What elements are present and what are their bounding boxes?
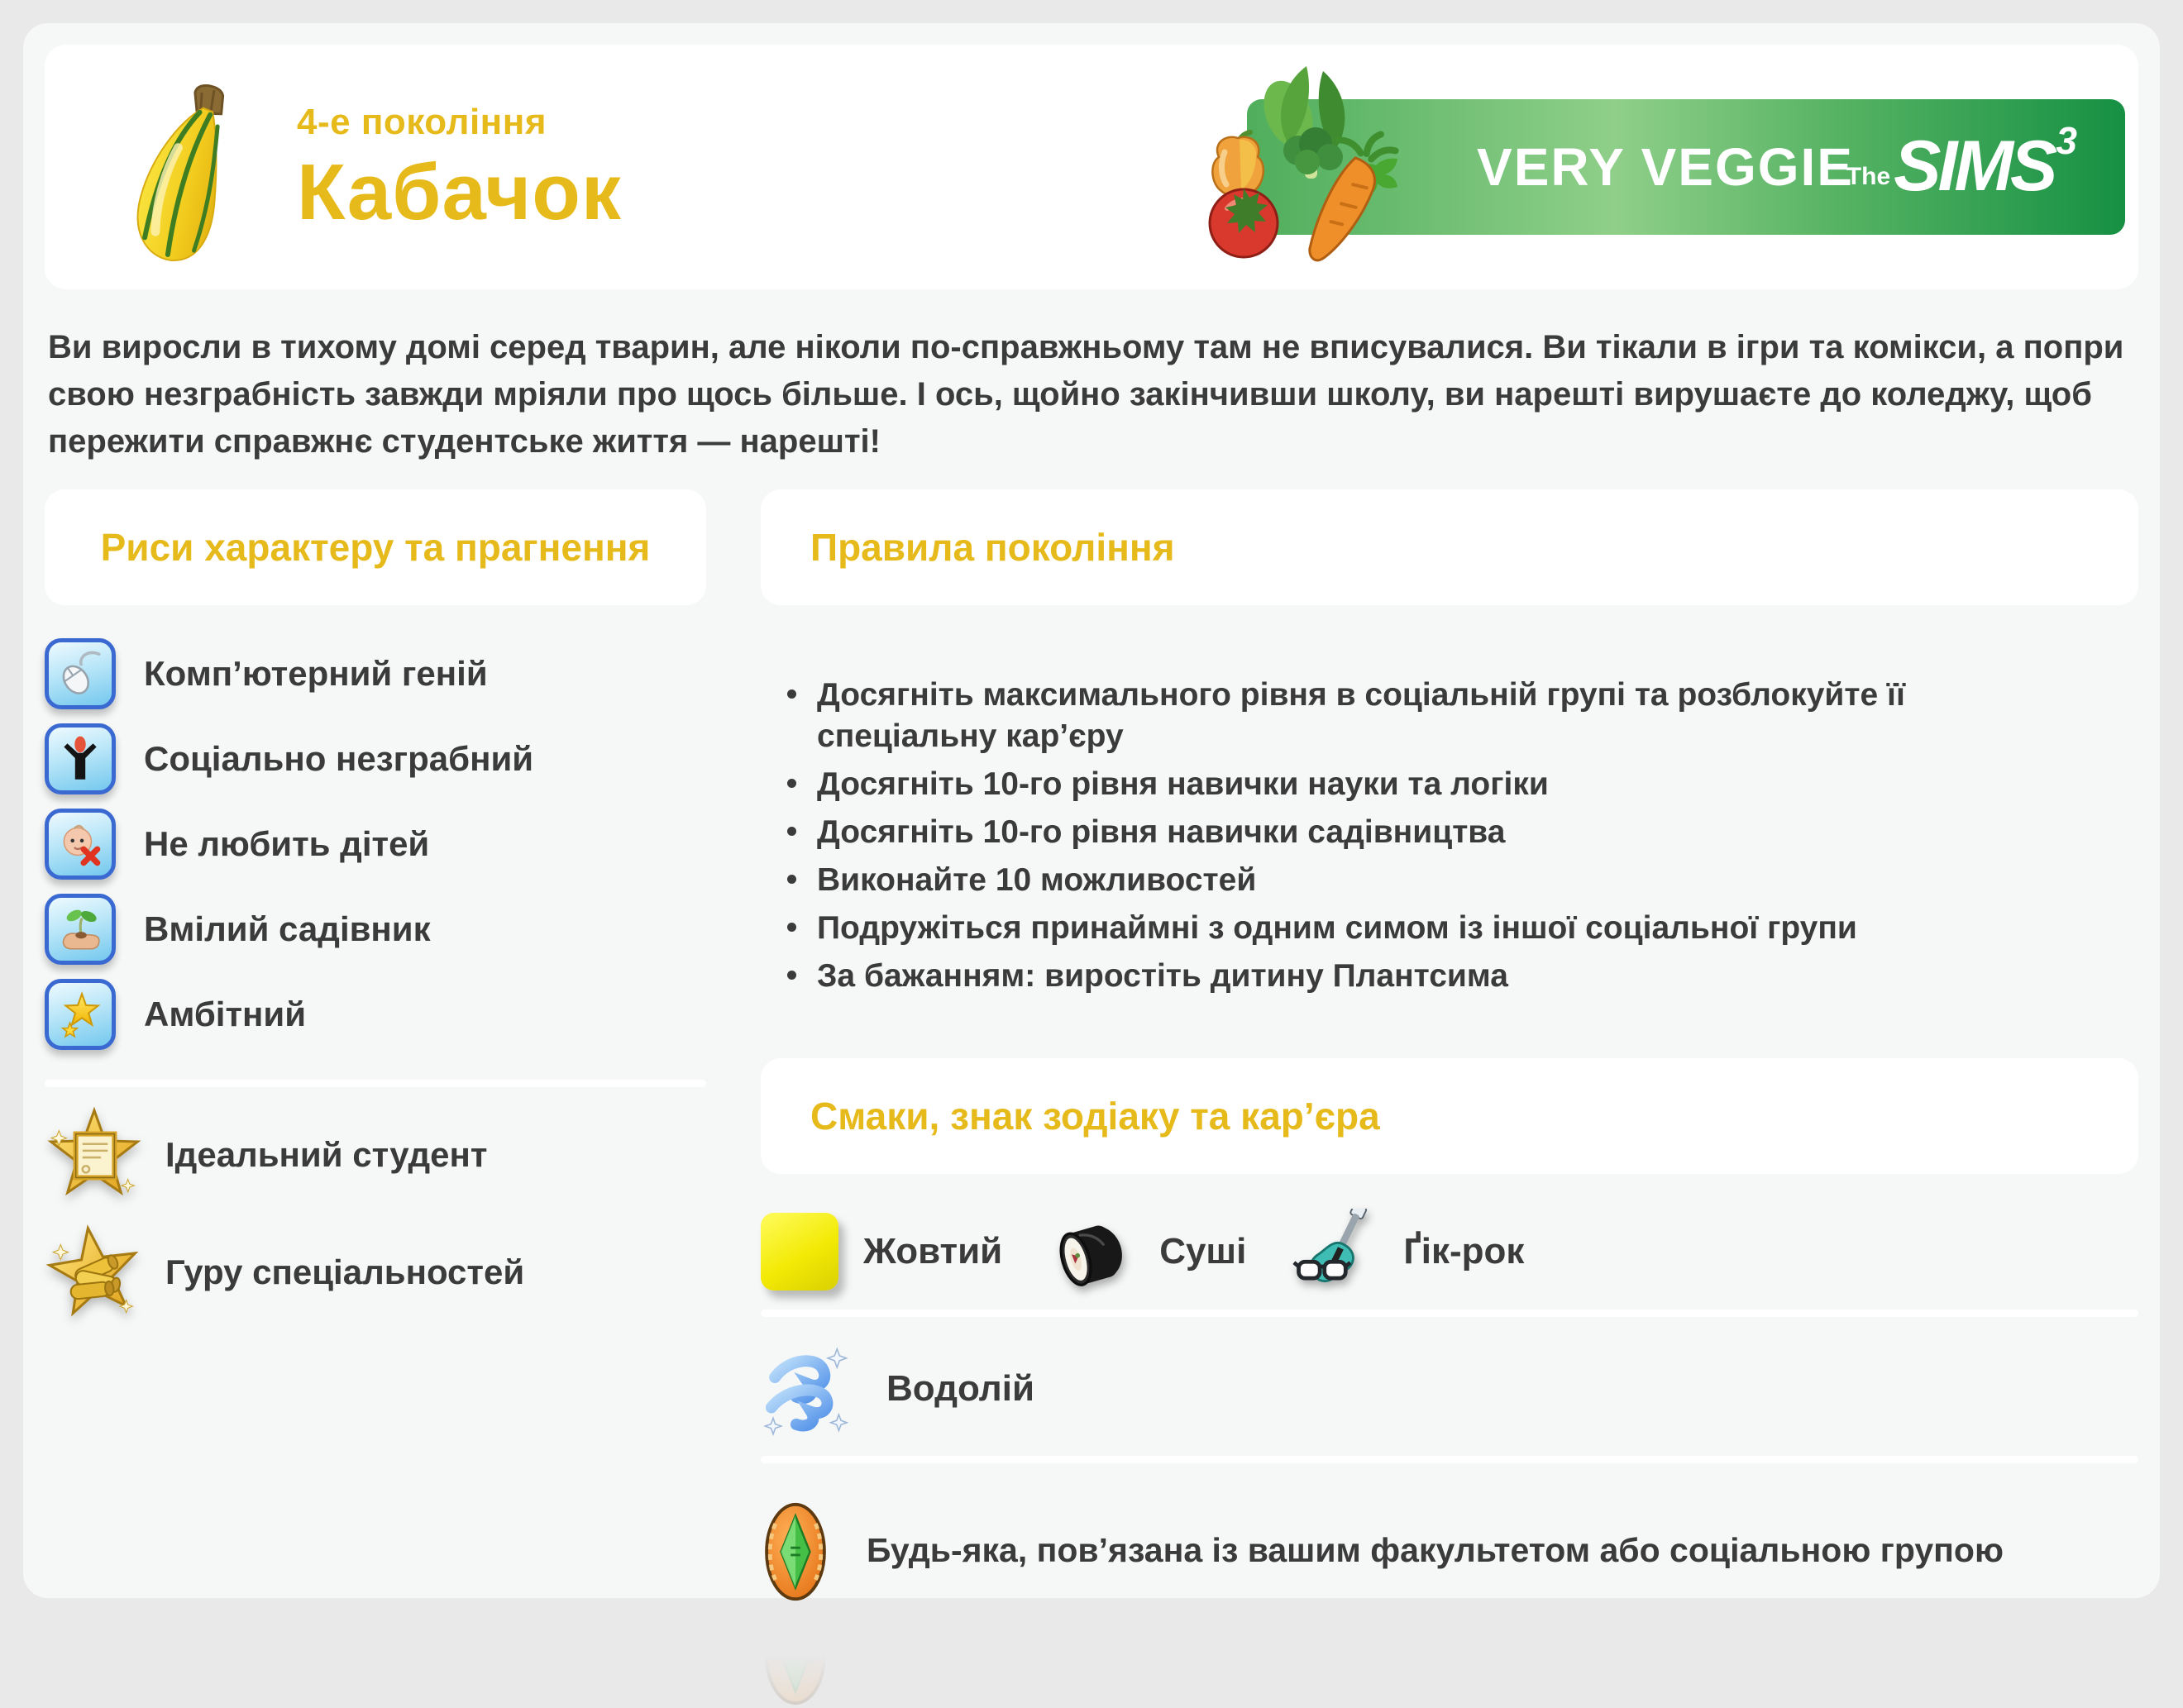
dislikes-children-icon: [45, 809, 116, 880]
favorites-section-header: [761, 1058, 2138, 1174]
favorite-food: [1049, 1209, 1246, 1295]
favorites-section-title: Смаки, знак зодіаку та кар’єра: [810, 1094, 1380, 1138]
trait-label: Не любить дітей: [144, 824, 430, 864]
zodiac-label: Водолій: [886, 1367, 1035, 1409]
green-thumb-icon: [45, 894, 116, 965]
trait-row: [45, 638, 706, 709]
rule-item: За бажанням: виростіть дитину Плантсима: [787, 956, 2026, 997]
medal-reflection: [761, 1602, 830, 1708]
aspiration-row: [45, 1105, 706, 1205]
rules-list: [761, 675, 2026, 996]
trait-row: [45, 723, 706, 794]
zodiac-row: [761, 1340, 2138, 1438]
trait-row: [45, 894, 706, 965]
divider: [761, 1310, 2138, 1317]
gold-star-diploma-icon: [45, 1105, 144, 1205]
page-frame: [23, 23, 2160, 1598]
yellow-color-swatch-icon: [761, 1213, 838, 1291]
zucchini-icon: [90, 73, 265, 270]
favorite-music: [1292, 1209, 1524, 1295]
traits-section-title: Риси характеру та прагнення: [100, 526, 651, 570]
header-card: [45, 45, 2138, 289]
aquarius-icon: [761, 1340, 858, 1438]
very-veggie-banner: [1247, 99, 2125, 235]
gold-star-scrolls-icon: [45, 1223, 144, 1322]
traits-section-header: [45, 489, 706, 605]
rule-item: Досягніть 10-го рівня навички садівництва: [787, 812, 2026, 853]
trait-label: Комп’ютерний геній: [144, 654, 488, 694]
columns: [45, 489, 2138, 1605]
favorite-color: [761, 1213, 1002, 1291]
sims3-logo: [1846, 118, 2077, 207]
banner-title: VERY VEGGIE: [1477, 137, 1854, 197]
vegetables-icon: [1181, 60, 1431, 276]
rules-section-header: [761, 489, 2138, 605]
rule-item: Подружіться принаймні з одним симом із іншої соціальної групи: [787, 908, 2026, 949]
trait-label: Соціально незграбний: [144, 739, 534, 779]
intro-paragraph: Ви виросли в тихому домі серед тварин, але ніколи по-справжньому там не вписувалися. Ви тікали в ігри та комікси, а попри свою незграбність завжди мріяли про щось більше. І ось, щойно закінчивши школу, ви нарешті вирушаєте до коледжу, щоб пережити справжнє студентське життя — нарешті!: [48, 329, 2124, 460]
aspiration-list: [45, 1105, 706, 1322]
rules-section-title: Правила покоління: [810, 526, 1175, 570]
trait-list: [45, 638, 706, 1050]
computer-mouse-icon: [45, 638, 116, 709]
aspiration-row: [45, 1223, 706, 1322]
divider: [761, 1456, 2138, 1463]
trait-label: Вмілий садівник: [144, 909, 431, 949]
aspiration-label: Ідеальний студент: [165, 1135, 488, 1175]
generation-label: 4-е покоління: [297, 102, 547, 142]
favorite-label: Жовтий: [863, 1230, 1003, 1271]
favorite-label: Суші: [1159, 1230, 1247, 1271]
sims3-logo-3: 3: [2056, 118, 2077, 162]
favorite-label: Ґік-рок: [1403, 1230, 1525, 1271]
ambitious-star-icon: [45, 979, 116, 1050]
rule-item: Досягніть максимального рівня в соціальній групі та розблокуйте її спеціальну кар’єру: [787, 675, 2026, 757]
trait-row: [45, 979, 706, 1050]
rule-item: Виконайте 10 можливостей: [787, 860, 2026, 901]
sims3-logo-the: The: [1846, 162, 1891, 190]
trait-label: Амбітний: [144, 995, 307, 1034]
socially-awkward-icon: [45, 723, 116, 794]
title-block: [297, 102, 622, 236]
favorites-row: [761, 1209, 2138, 1295]
trait-row: [45, 809, 706, 880]
career-label: Будь-яка, пов’язана із вашим факультетом або соціальною групою: [867, 1530, 2004, 1569]
divider: [45, 1080, 706, 1087]
rule-item: Досягніть 10-го рівня навички науки та логіки: [787, 764, 2026, 805]
traits-column: [45, 489, 706, 1605]
page-title: Кабачок: [297, 148, 622, 236]
geek-rock-guitar-icon: [1292, 1209, 1378, 1295]
sims3-logo-sims: SIMS: [1894, 126, 2055, 207]
rules-column: [761, 489, 2138, 1605]
sushi-icon: [1049, 1209, 1134, 1295]
aspiration-label: Гуру спеціальностей: [165, 1252, 525, 1292]
